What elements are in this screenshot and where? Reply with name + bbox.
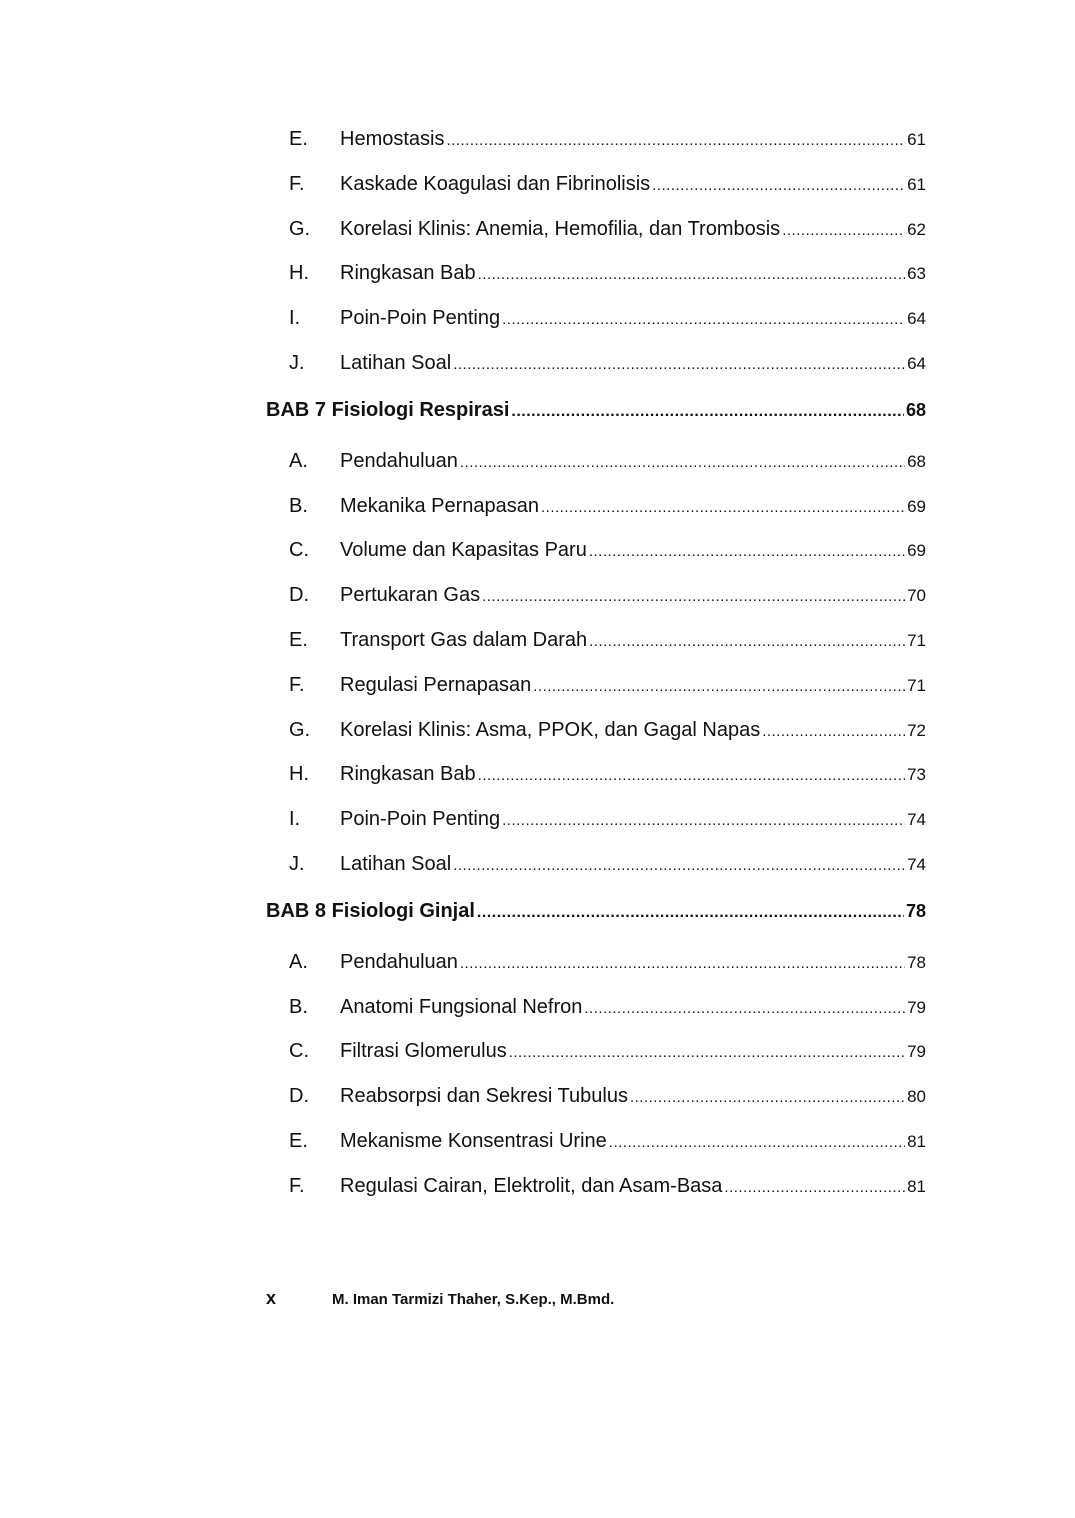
toc-page-number: 81 [907, 1176, 926, 1196]
toc-entry-title: Transport Gas dalam Darah [340, 628, 588, 651]
toc-entry-letter: B. [289, 995, 308, 1018]
toc-entry-letter: A. [289, 449, 308, 472]
toc-entry-row [266, 352, 926, 397]
toc-page-number: 71 [907, 675, 926, 695]
toc-entry-row [266, 763, 926, 808]
toc-entry-letter: B. [289, 494, 308, 517]
toc-page-number: 80 [907, 1087, 926, 1107]
toc-page-number: 78 [905, 900, 926, 921]
toc-page-number: 69 [907, 541, 926, 561]
toc-entry-title: Filtrasi Glomerulus [340, 1040, 507, 1063]
toc-entry-row [266, 951, 926, 996]
toc-entry-letter: G. [289, 718, 311, 741]
page-footer [266, 1288, 614, 1309]
toc-entry-row [266, 262, 926, 307]
toc-page-number: 72 [907, 720, 926, 740]
toc-entry-row [266, 1040, 926, 1085]
toc-entry-title: Reabsorpsi dan Sekresi Tubulus [340, 1085, 628, 1108]
toc-entry-letter: E. [289, 628, 308, 651]
toc-entry-title: Pendahuluan [340, 449, 458, 472]
toc-page-number: 61 [907, 174, 926, 194]
toc-entry-letter: A. [289, 950, 308, 973]
toc-entry-title: Latihan Soal [340, 852, 452, 875]
toc-chapter-row [266, 397, 926, 450]
toc-entry-title: Poin-Poin Penting [340, 307, 501, 330]
toc-page-number: 64 [907, 309, 926, 329]
toc-chapter-row [266, 898, 926, 951]
author-name: M. Iman Tarmizi Thaher, S.Kep., M.Bmd. [332, 1291, 615, 1308]
toc-entry-row [266, 853, 926, 898]
dot-leader [460, 955, 905, 972]
toc-entry-row [266, 1175, 926, 1220]
toc-entry-row [266, 584, 926, 629]
toc-entry-row [266, 719, 926, 764]
toc-entry-letter: E. [289, 128, 308, 150]
toc-page-number: 68 [907, 451, 926, 471]
dot-leader [589, 543, 905, 560]
table-of-contents [266, 128, 926, 1220]
dot-leader [478, 266, 905, 283]
toc-page-number: 81 [907, 1131, 926, 1151]
dot-leader [446, 132, 905, 149]
dot-leader [478, 767, 905, 784]
toc-entry-letter: C. [289, 539, 309, 562]
toc-entry-title: Regulasi Cairan, Elektrolit, dan Asam-Basa [340, 1174, 723, 1197]
dot-leader [584, 1000, 905, 1017]
toc-page-number: 78 [907, 952, 926, 972]
toc-entry-title: Korelasi Klinis: Asma, PPOK, dan Gagal Napas [340, 718, 761, 741]
toc-entry-row [266, 218, 926, 263]
toc-page-number: 74 [907, 854, 926, 874]
toc-entry-row [266, 674, 926, 719]
toc-page-number: 62 [907, 219, 926, 239]
dot-leader [630, 1089, 905, 1106]
dot-leader [509, 1044, 905, 1061]
dot-leader [511, 403, 904, 421]
dot-leader [502, 812, 905, 829]
toc-entry-row [266, 996, 926, 1041]
toc-entry-row [266, 128, 926, 173]
toc-entry-letter: F. [289, 1174, 305, 1197]
toc-entry-title: Regulasi Pernapasan [340, 673, 532, 696]
page-number-roman: x [266, 1288, 277, 1308]
toc-page-number: 79 [907, 997, 926, 1017]
toc-page-number: 71 [907, 630, 926, 650]
toc-entry-letter: H. [289, 763, 309, 786]
toc-entry-title: Volume dan Kapasitas Paru [340, 539, 587, 562]
toc-entry-title: Hemostasis [340, 128, 445, 150]
toc-entry-letter: I. [289, 307, 301, 330]
dot-leader [589, 633, 905, 650]
toc-page-number: 68 [905, 399, 926, 420]
toc-entry-title: Ringkasan Bab [340, 763, 476, 786]
toc-page-number: 64 [907, 353, 926, 373]
toc-page-number: 61 [907, 130, 926, 149]
toc-entry-row [266, 539, 926, 584]
toc-entry-title: Ringkasan Bab [340, 262, 476, 285]
toc-entry-title: Pertukaran Gas [340, 584, 481, 607]
toc-entry-title: Poin-Poin Penting [340, 808, 501, 831]
toc-entry-row [266, 495, 926, 540]
toc-entry-title: Kaskade Koagulasi dan Fibrinolisis [340, 172, 651, 195]
toc-entry-row [266, 450, 926, 495]
toc-page-number: 70 [907, 586, 926, 606]
toc-entry-letter: I. [289, 808, 301, 831]
toc-entry-title: Latihan Soal [340, 351, 452, 374]
toc-page-number: 79 [907, 1042, 926, 1062]
dot-leader [453, 857, 905, 874]
toc-entry-letter: F. [289, 172, 305, 195]
toc-entry-row [266, 1085, 926, 1130]
toc-entry-row [266, 808, 926, 853]
toc-chapter-title: BAB 8 Fisiologi Ginjal [266, 899, 475, 922]
toc-entry-title: Anatomi Fungsional Nefron [340, 995, 583, 1018]
dot-leader [541, 499, 905, 516]
dot-leader [453, 356, 905, 373]
dot-leader [609, 1134, 905, 1151]
toc-entry-letter: G. [289, 217, 311, 240]
toc-entry-row [266, 307, 926, 352]
dot-leader [460, 454, 905, 471]
toc-entry-letter: C. [289, 1040, 309, 1063]
toc-entry-title: Pendahuluan [340, 950, 458, 973]
dot-leader [782, 222, 905, 239]
toc-entry-letter: H. [289, 262, 309, 285]
dot-leader [652, 177, 905, 194]
toc-entry-letter: J. [289, 351, 305, 374]
dot-leader [482, 588, 905, 605]
toc-entry-letter: D. [289, 1085, 309, 1108]
toc-entry-letter: E. [289, 1129, 308, 1152]
toc-chapter-title: BAB 7 Fisiologi Respirasi [266, 398, 510, 421]
dot-leader [533, 678, 905, 695]
toc-entry-title: Mekanika Pernapasan [340, 494, 540, 517]
toc-page-number: 74 [907, 810, 926, 830]
toc-entry-row [266, 173, 926, 218]
dot-leader [724, 1179, 905, 1196]
toc-entry-letter: J. [289, 852, 305, 875]
dot-leader [477, 904, 904, 922]
toc-entry-title: Korelasi Klinis: Anemia, Hemofilia, dan Trombosis [340, 217, 781, 240]
toc-entry-letter: D. [289, 584, 309, 607]
dot-leader [502, 311, 905, 328]
toc-entry-title: Mekanisme Konsentrasi Urine [340, 1129, 607, 1152]
toc-entry-row [266, 629, 926, 674]
dot-leader [762, 723, 905, 740]
toc-page-number: 63 [907, 264, 926, 284]
toc-page-number: 73 [907, 765, 926, 785]
toc-entry-row [266, 1130, 926, 1175]
toc-entry-letter: F. [289, 673, 305, 696]
toc-page-number: 69 [907, 496, 926, 516]
